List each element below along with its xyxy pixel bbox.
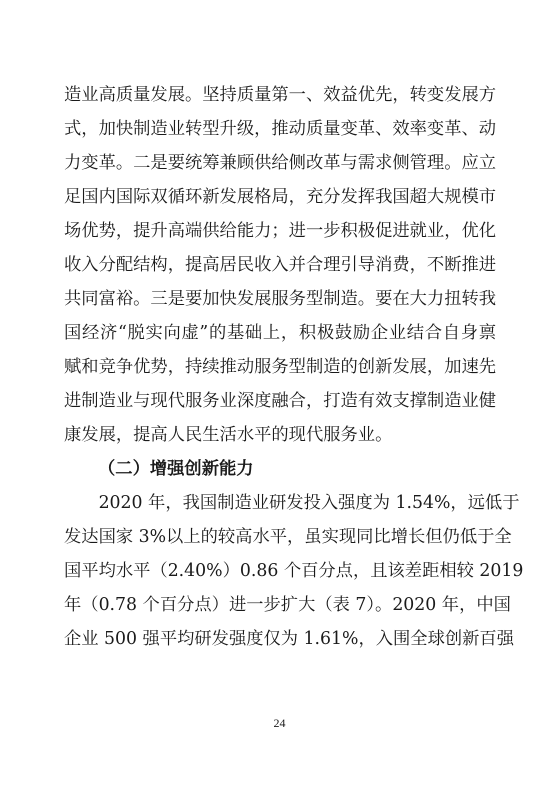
section-heading: （二）增强创新能力	[98, 459, 254, 479]
text-line: 力变革。二是要统筹兼顾供给侧改革与需求侧管理。应立	[64, 153, 497, 173]
text-line: 造业高质量发展。坚持质量第一、效益优先，转变发展方	[64, 85, 497, 105]
text-line: 2020 年，我国制造业研发投入强度为 1.54%，远低于	[64, 493, 520, 513]
text-line: 场优势，提升高端供给能力；进一步积极促进就业，优化	[64, 221, 497, 241]
text-line: 发达国家 3%以上的较高水平，虽实现同比增长但仍低于全	[64, 527, 512, 547]
paragraph-2	[64, 486, 524, 656]
text-line: 进制造业与现代服务业深度融合，打造有效支撑制造业健	[64, 391, 497, 411]
text-line: 式，加快制造业转型升级，推动质量变革、效率变革、动	[64, 119, 497, 139]
page-number: 24	[273, 716, 286, 730]
text-line: 康发展，提高人民生活水平的现代服务业。	[64, 425, 393, 445]
text-line: 足国内国际双循环新发展格局，充分发挥我国超大规模市	[64, 187, 497, 207]
text-line: 国平均水平（2.40%）0.86 个百分点，且该差距相较 2019	[64, 561, 524, 581]
paragraph-1	[64, 78, 496, 452]
text-line: 年（0.78 个百分点）进一步扩大（表 7）。2020 年，中国	[64, 595, 511, 615]
text-line: 赋和竞争优势，持续推动服务型制造的创新发展，加速先	[64, 357, 497, 377]
text-line: 国经济“脱实向虚”的基础上，积极鼓励企业结合自身禀	[64, 323, 496, 343]
text-line: 收入分配结构，提高居民收入并合理引导消费，不断推进	[64, 255, 497, 275]
body-text	[64, 78, 524, 656]
text-line: 企业 500 强平均研发强度仅为 1.61%，入围全球创新百强	[64, 629, 514, 649]
text-line: 共同富裕。三是要加快发展服务型制造。要在大力扭转我	[64, 289, 497, 309]
